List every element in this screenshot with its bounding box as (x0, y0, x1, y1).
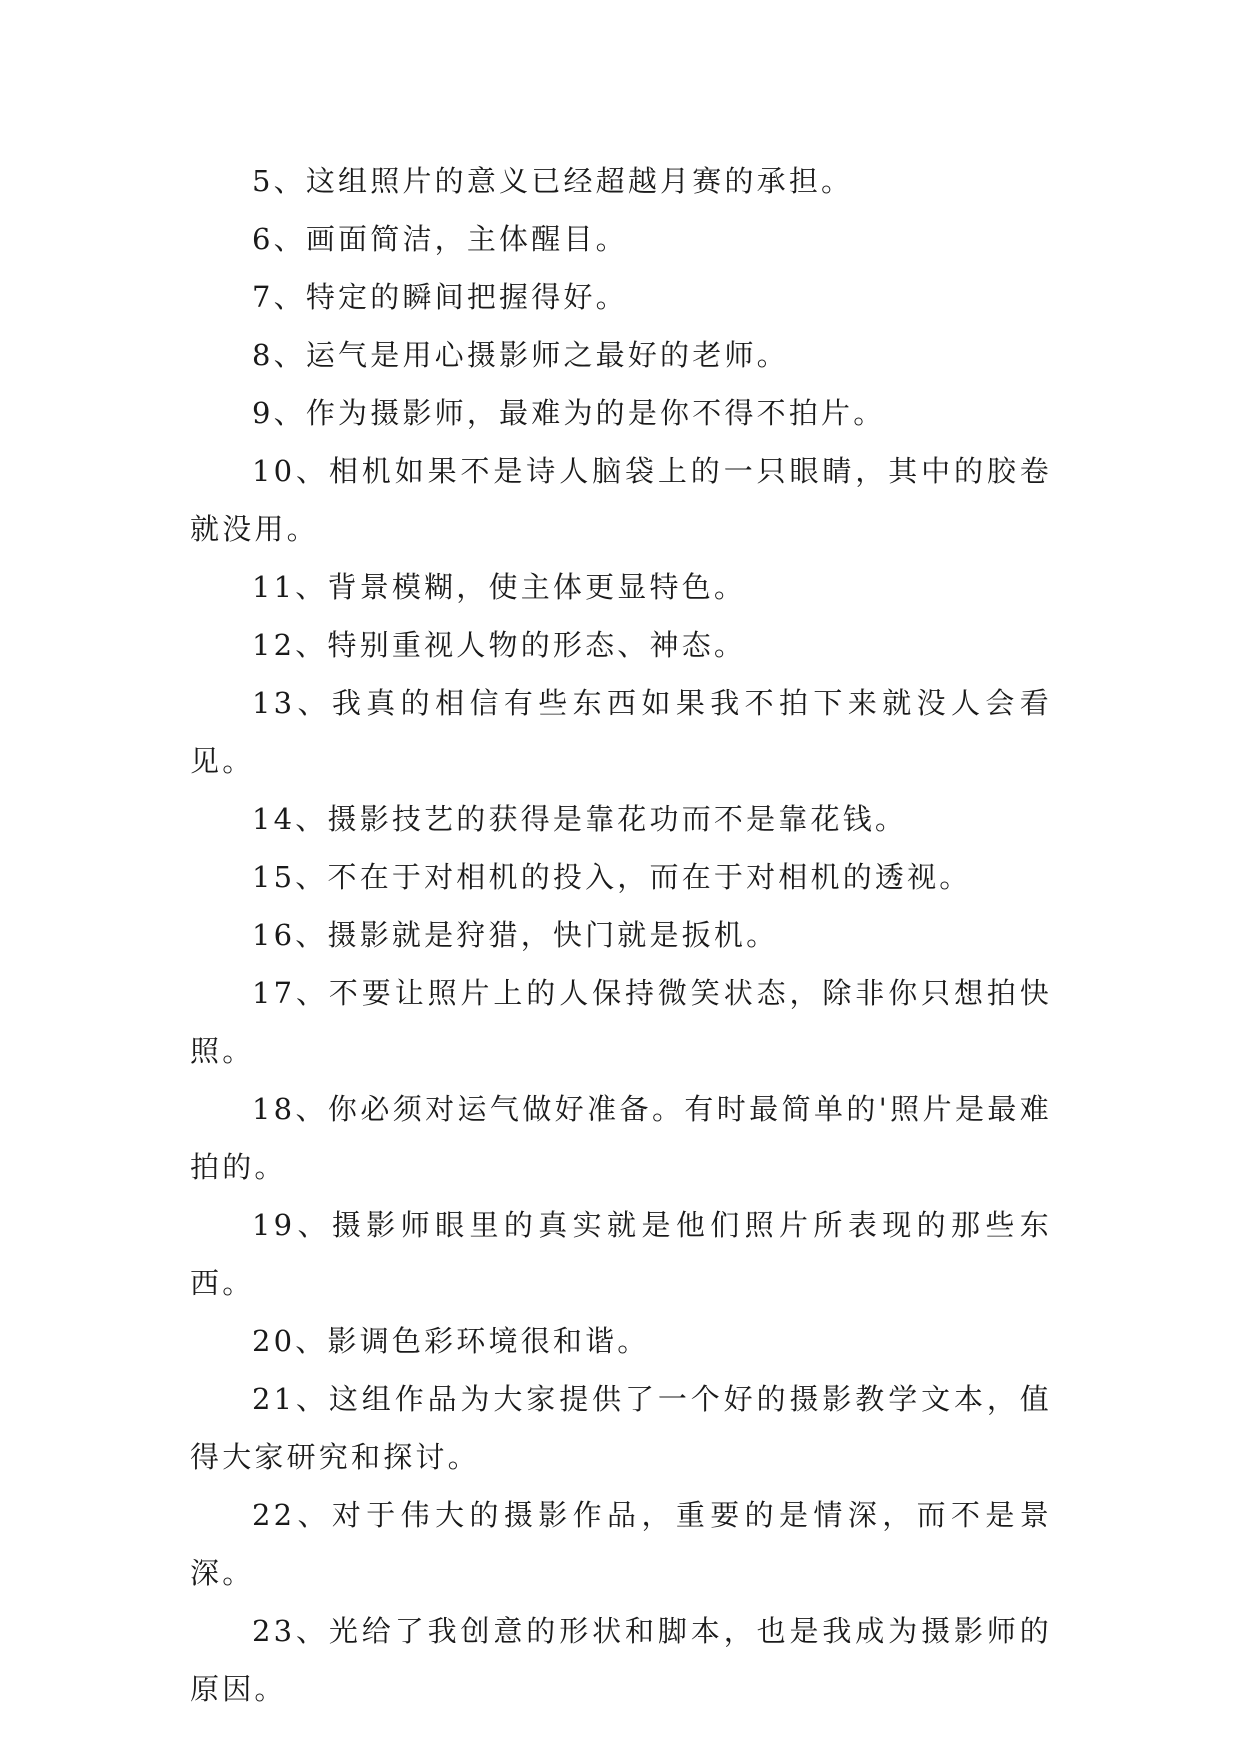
paragraph-15: 15、不在于对相机的投入，而在于对相机的透视。 (252, 860, 972, 894)
paragraph-9: 9、作为摄影师，最难为的是你不得不拍片。 (252, 396, 886, 430)
paragraph-22: 22、对于伟大的摄影作品，重要的是情深，而不是景深。 (190, 1498, 1052, 1590)
paragraph-20: 20、影调色彩环境很和谐。 (252, 1324, 650, 1358)
paragraph-7: 7、特定的瞬间把握得好。 (252, 280, 628, 314)
document-body (190, 152, 1052, 1718)
paragraph-11: 11、背景模糊，使主体更显特色。 (252, 570, 747, 604)
paragraph-5: 5、这组照片的意义已经超越月赛的承担。 (252, 164, 854, 198)
paragraph-10: 10、相机如果不是诗人脑袋上的一只眼睛，其中的胶卷就没用。 (190, 454, 1052, 546)
paragraph-14: 14、摄影技艺的获得是靠花功而不是靠花钱。 (252, 802, 908, 836)
paragraph-12: 12、特别重视人物的形态、神态。 (252, 628, 747, 662)
paragraph-13: 13、我真的相信有些东西如果我不拍下来就没人会看见。 (190, 686, 1052, 778)
paragraph-19: 19、摄影师眼里的真实就是他们照片所表现的那些东西。 (190, 1208, 1052, 1300)
paragraph-16: 16、摄影就是狩猎，快门就是扳机。 (252, 918, 779, 952)
paragraph-8: 8、运气是用心摄影师之最好的老师。 (252, 338, 789, 372)
paragraph-18: 18、你必须对运气做好准备。有时最简单的'照片是最难拍的。 (190, 1092, 1052, 1184)
paragraph-17: 17、不要让照片上的人保持微笑状态，除非你只想拍快照。 (190, 976, 1052, 1068)
paragraph-21: 21、这组作品为大家提供了一个好的摄影教学文本，值得大家研究和探讨。 (190, 1382, 1052, 1474)
paragraph-23: 23、光给了我创意的形状和脚本，也是我成为摄影师的原因。 (190, 1614, 1052, 1706)
paragraph-6: 6、画面简洁，主体醒目。 (252, 222, 628, 256)
